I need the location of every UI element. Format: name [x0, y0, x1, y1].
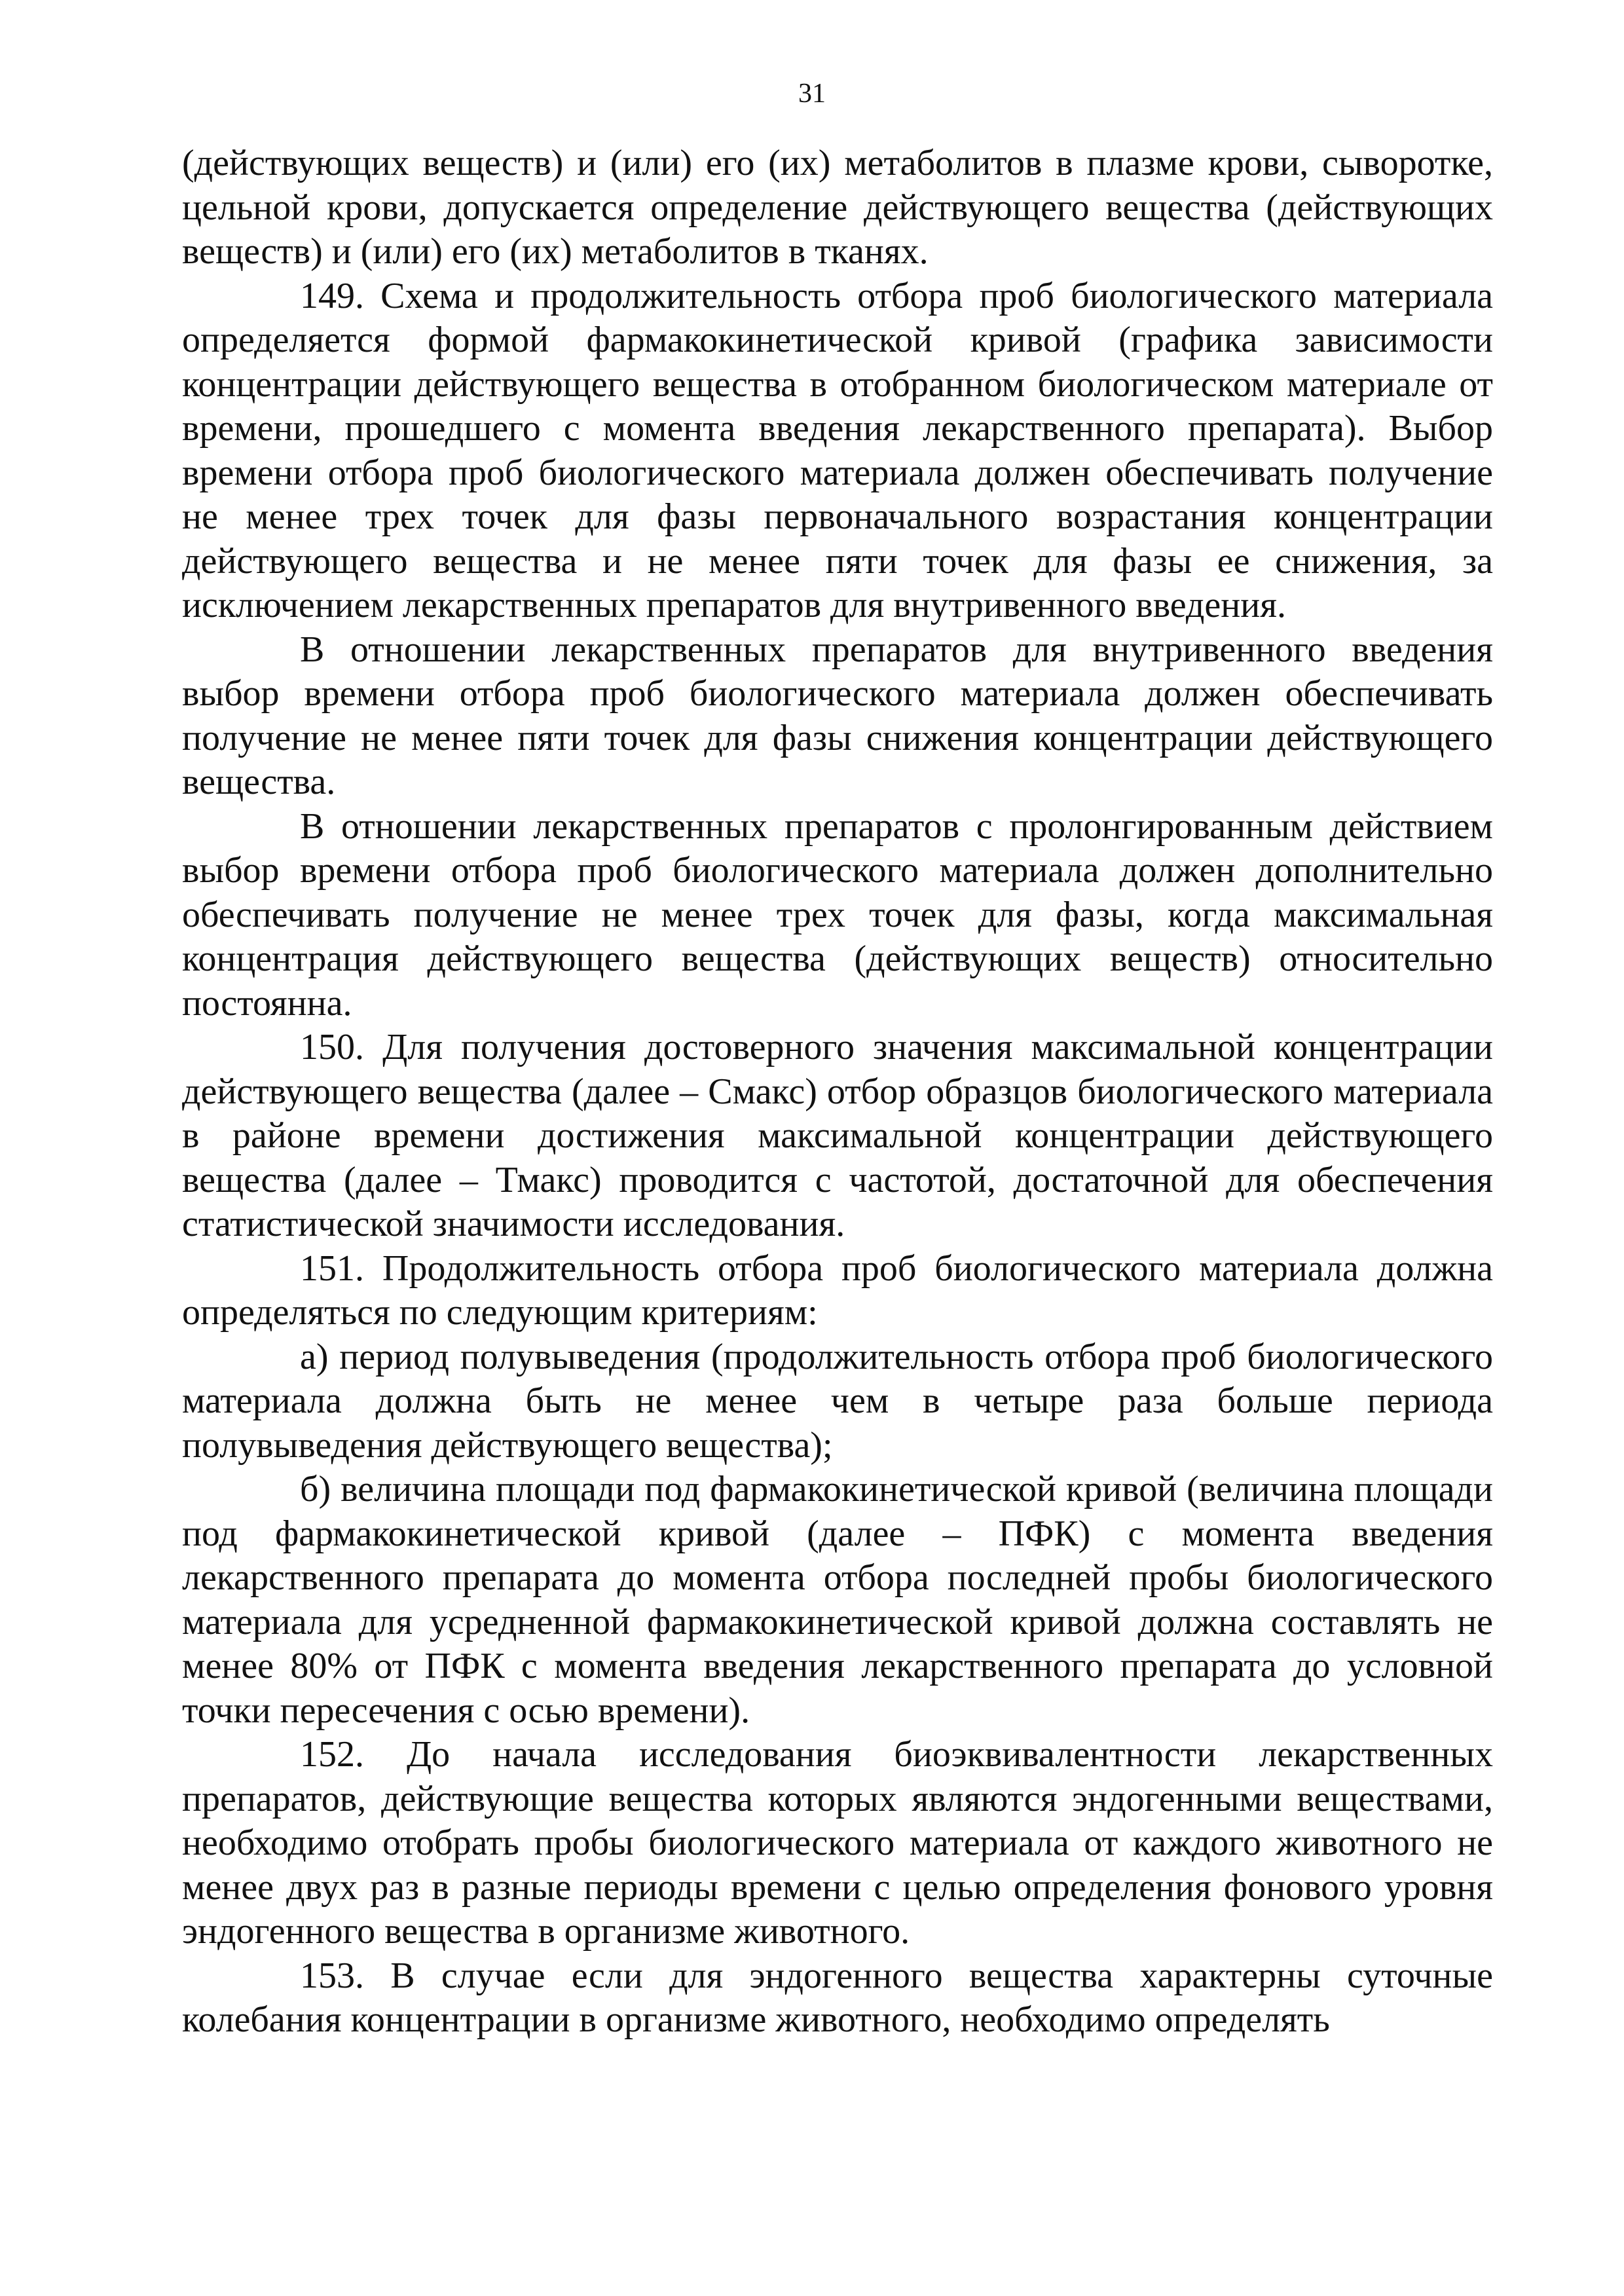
paragraph-149-intravenous: В отношении лекарственных препаратов для внутривенного введения выбор времени отбора проб биологического материала должен обеспечивать получение не менее пяти точек для фазы снижения концентрации действующего вещества.: [182, 629, 1493, 802]
document-body: [182, 141, 1493, 2043]
paragraph-150: 150. Для получения достоверного значения максимальной концентрации действующего вещества (далее – Смакс) отбор образцов биологического материала в районе времени достижения максимальной концентрации действующего вещества (далее – Тмакс) проводится с частотой, достаточной для обеспечения статистической значимости исследования.: [182, 1027, 1493, 1244]
paragraph-152: 152. До начала исследования биоэквивалентности лекарственных препаратов, действующие вещества которых являются эндогенными веществами, необходимо отобрать пробы биологического материала от каждого животного не менее двух раз в разные периоды времени с целью определения фонового уровня эндогенного вещества в организме животного.: [182, 1734, 1493, 1952]
paragraph-151: 151. Продолжительность отбора проб биологического материала должна определяться по следующим критериям:: [182, 1248, 1493, 1333]
paragraph-149: 149. Схема и продолжительность отбора проб биологического материала определяется формой фармакокинетической кривой (графика зависимости концентрации действующего вещества в отобранном биологическом материале от времени, прошедшего с момента введения лекарственного препарата). Выбор времени отбора проб биологического материала должен обеспечивать получение не менее трех точек для фазы первоначального возрастания концентрации действующего вещества и не менее пяти точек для фазы ее снижения, за исключением лекарственных препаратов для внутривенного введения.: [182, 275, 1493, 625]
paragraph-153: 153. В случае если для эндогенного вещества характерны суточные колебания концентрации в организме животного, необходимо определять: [182, 1955, 1493, 2040]
paragraph-149-prolonged: В отношении лекарственных препаратов с пролонгированным действием выбор времени отбора проб биологического материала должен дополнительно обеспечивать получение не менее трех точек для фазы, когда максимальная концентрация действующего вещества (действующих веществ) относительно постоянна.: [182, 805, 1493, 1024]
paragraph-continuation: (действующих веществ) и (или) его (их) метаболитов в плазме крови, сыворотке, цельной крови, допускается определение действующего вещества (действующих веществ) и (или) его (их) метаболитов в тканях.: [182, 143, 1493, 272]
paragraph-151-b: б) величина площади под фармакокинетической кривой (величина площади под фармакокинетической кривой (далее – ПФК) с момента введения лекарственного препарата до момента отбора последней пробы биологического материала для усредненной фармакокинетической кривой должна составлять не менее 80% от ПФК с момента введения лекарственного препарата до условной точки пересечения с осью времени).: [182, 1469, 1493, 1731]
paragraph-151-a: а) период полувыведения (продолжительность отбора проб биологического материала должна быть не менее чем в четыре раза больше периода полувыведения действующего вещества);: [182, 1336, 1493, 1466]
page-number: 31: [798, 79, 826, 109]
